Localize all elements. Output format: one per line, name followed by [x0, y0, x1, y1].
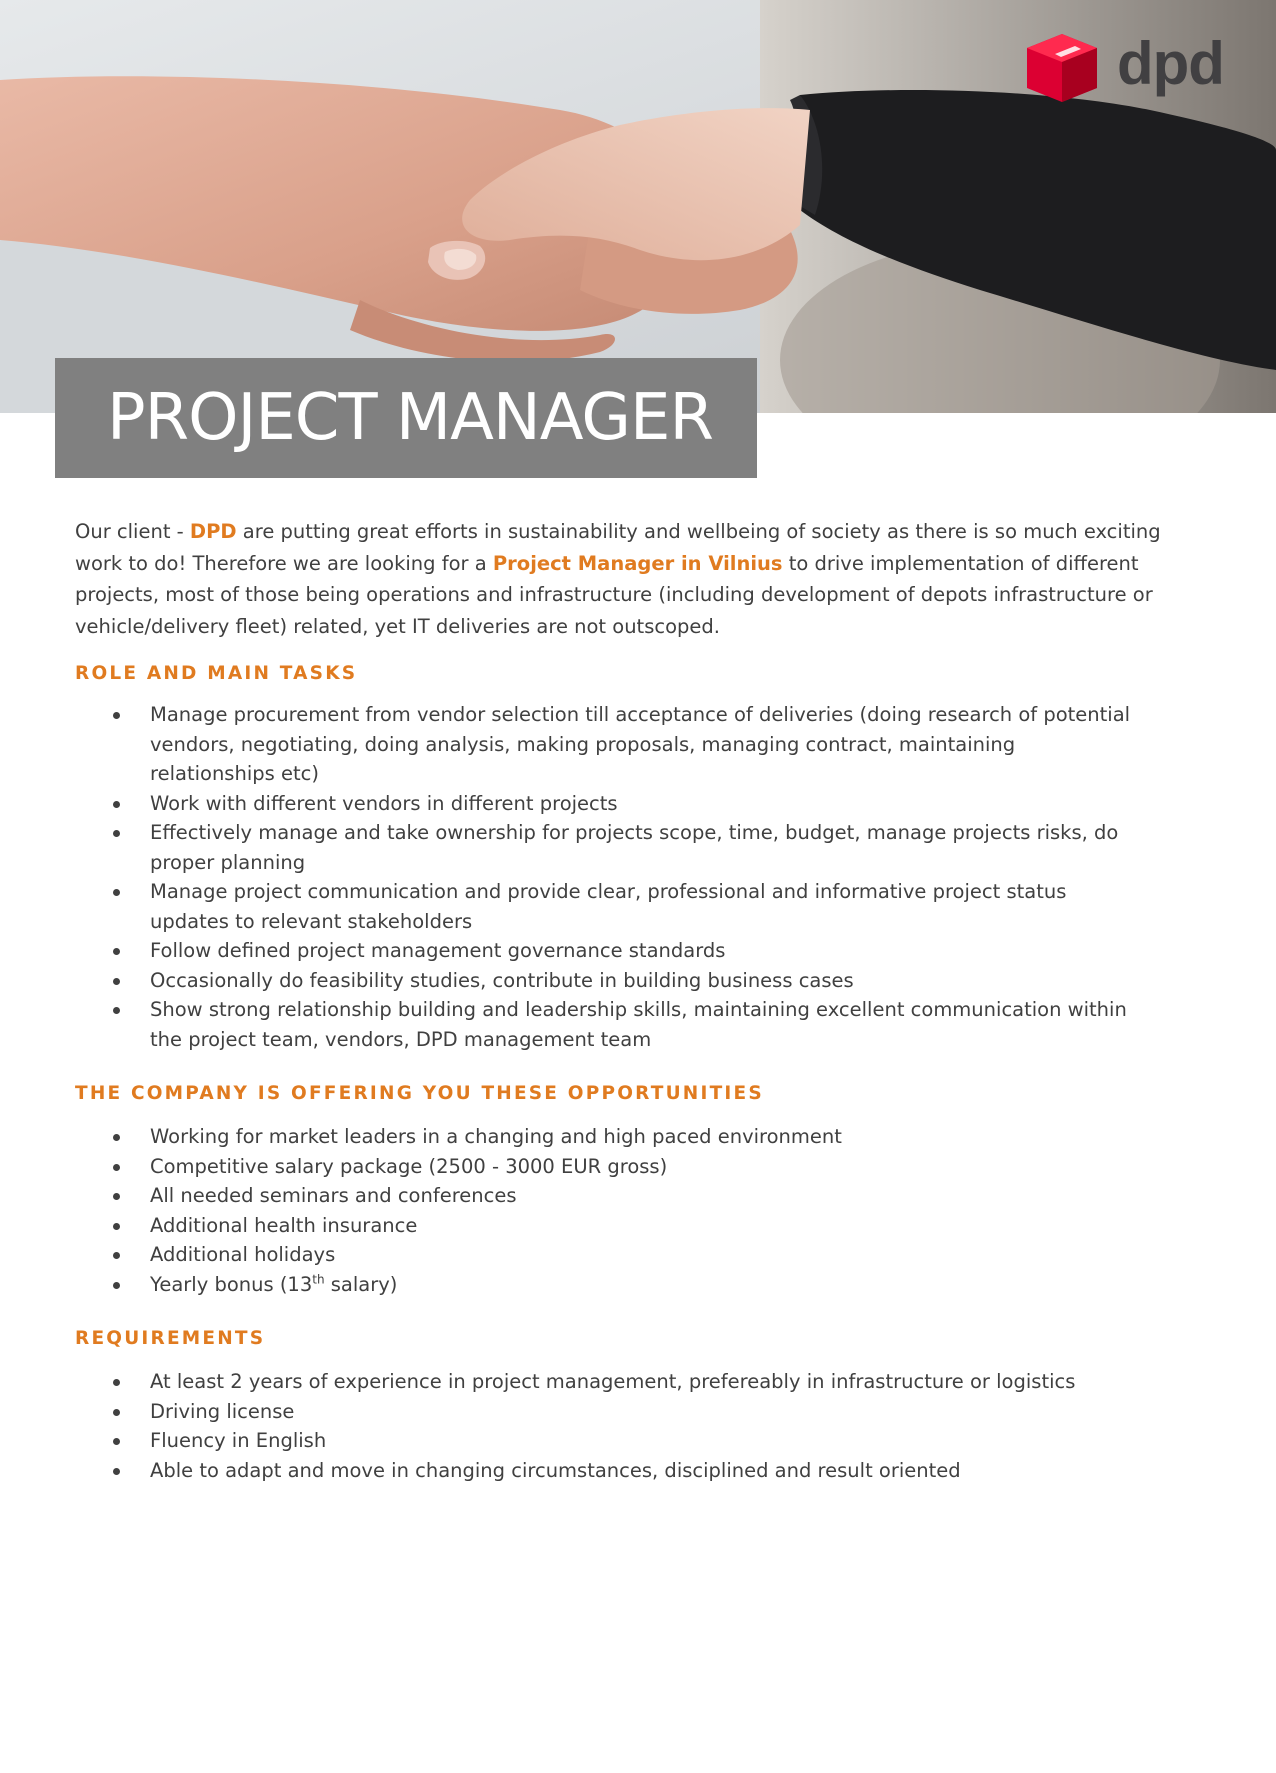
page-title: PROJECT MANAGER: [107, 381, 713, 455]
section-heading-tasks: ROLE AND MAIN TASKS: [75, 663, 358, 684]
list-item: [75, 1426, 1205, 1456]
bullet-icon: [113, 1282, 120, 1289]
bullet-icon: [113, 1252, 120, 1259]
bullet-icon: [113, 1409, 120, 1416]
list-item: [75, 1397, 1205, 1427]
intro-text-3: to drive implementation of different projects, most of those being operations and infrastructure (including development of depots infrastructure or vehicle/delivery fleet) related, yet IT deliveries are not outscoped.: [75, 551, 1153, 638]
list-item-text: Work with different vendors in different projects: [150, 791, 618, 815]
bonus-superscript: th: [312, 1272, 325, 1286]
title-banner: [55, 358, 757, 478]
list-item: [75, 818, 1205, 877]
list-item-text: All needed seminars and conferences: [150, 1184, 517, 1207]
bullet-icon: [113, 1379, 120, 1386]
bullet-icon: [113, 1438, 120, 1445]
job-description: [75, 516, 1205, 1485]
section-heading-offer: THE COMPANY IS OFFERING YOU THESE OPPORTUNITIES: [75, 1083, 764, 1104]
tasks-list: [75, 700, 1205, 1054]
list-item: [75, 1152, 1205, 1182]
list-item: [75, 1211, 1205, 1241]
list-item: [75, 877, 1205, 936]
list-item-text: At least 2 years of experience in project management, prefereably in infrastructure or logistics: [150, 1370, 1076, 1393]
intro-paragraph: [75, 516, 1205, 642]
bullet-icon: [113, 1007, 120, 1014]
list-item-text: Additional holidays: [150, 1243, 336, 1266]
dpd-wordmark: dpd: [1117, 30, 1224, 97]
list-item-text: Working for market leaders in a changing and high paced environment: [150, 1125, 842, 1148]
bullet-icon: [113, 1134, 120, 1141]
list-item-text: Manage project communication and provide clear, professional and informative project status updates to relevant stakeholders: [150, 880, 1067, 933]
list-item: [75, 1270, 1205, 1300]
list-item-text: Show strong relationship building and leadership skills, maintaining excellent communication within the project team, vendors, DPD management team: [150, 998, 1127, 1051]
list-item: [75, 995, 1205, 1054]
bullet-icon: [113, 712, 120, 719]
bullet-icon: [113, 1193, 120, 1200]
bullet-icon: [113, 801, 120, 808]
intro-text-1: Our client -: [75, 520, 190, 543]
list-item: [75, 1456, 1205, 1486]
list-item: [75, 789, 1205, 819]
bonus-text: Yearly bonus (13: [150, 1272, 313, 1296]
offer-list: [75, 1122, 1205, 1299]
bullet-icon: [113, 1223, 120, 1230]
list-item-text: Competitive salary package (2500 - 3000 EUR gross): [150, 1154, 668, 1178]
section-heading-requirements: REQUIREMENTS: [75, 1328, 266, 1349]
list-item-text: Manage procurement from vendor selection till acceptance of deliveries (doing research of potential vendors, negotiating, doing analysis, making proposals, managing contract, maintaining relationships etc): [150, 703, 1131, 785]
bullet-icon: [113, 948, 120, 955]
list-item: [75, 1367, 1205, 1397]
list-item-text: Driving license: [150, 1399, 295, 1423]
bonus-text-end: salary): [324, 1272, 398, 1296]
hero-handshake-photo: [0, 0, 1276, 413]
list-item: [75, 1122, 1205, 1152]
position-name: Project Manager in Vilnius: [492, 551, 783, 575]
list-item-text: Fluency in English: [150, 1429, 327, 1452]
company-name: DPD: [189, 520, 237, 543]
intro-text-2: are putting great efforts in sustainability and wellbeing of society as there is so much exciting work to do! Therefore we are looking for a: [75, 520, 1161, 575]
list-item-text: Occasionally do feasibility studies, contribute in building business cases: [150, 968, 854, 992]
bullet-icon: [113, 978, 120, 985]
list-item-text: Follow defined project management governance standards: [150, 939, 726, 962]
bullet-icon: [113, 1468, 120, 1475]
bullet-icon: [113, 830, 120, 837]
bullet-icon: [113, 1164, 120, 1171]
list-item: [75, 1240, 1205, 1270]
list-item: [75, 700, 1205, 789]
list-item-text: Additional health insurance: [150, 1213, 418, 1237]
bullet-icon: [113, 889, 120, 896]
list-item-text: Effectively manage and take ownership for projects scope, time, budget, manage projects risks, do proper planning: [150, 821, 1119, 874]
requirements-list: [75, 1367, 1205, 1485]
list-item: [75, 966, 1205, 996]
dpd-logo: [1025, 30, 1224, 104]
list-item: [75, 1181, 1205, 1211]
list-item-text: Able to adapt and move in changing circumstances, disciplined and result oriented: [150, 1458, 961, 1482]
list-item: [75, 936, 1205, 966]
dpd-cube-icon: [1025, 32, 1099, 104]
